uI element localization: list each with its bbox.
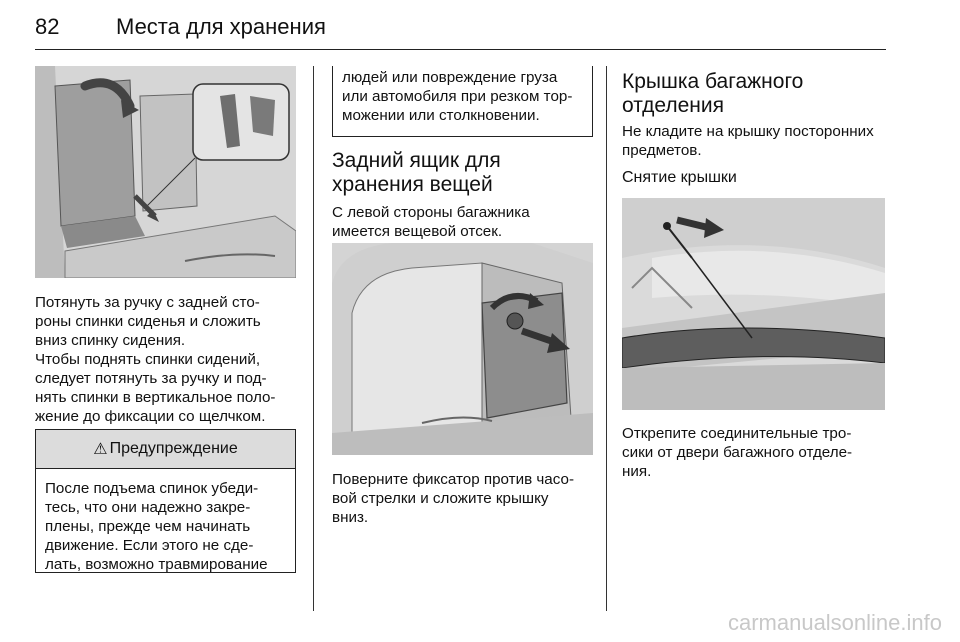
header-rule xyxy=(35,49,886,50)
rear-storage-paragraph: С левой стороны багажника имеется вещевой отсек. xyxy=(332,204,530,240)
seatback-fold-illustration xyxy=(35,66,296,278)
page-number: 82 xyxy=(35,14,60,39)
cover-removal-illustration xyxy=(622,198,885,410)
cover-removal-subheading: Снятие крышки xyxy=(622,169,737,186)
warning-continued-box xyxy=(332,66,593,137)
column-divider-left xyxy=(313,66,314,611)
warning-box xyxy=(35,429,296,573)
watermark: carmanualsonline.info xyxy=(727,610,942,635)
storage-latch-paragraph: Поверните фиксатор против часо- вой стрелки и сложите крышку вниз. xyxy=(332,471,575,526)
warning-text: После подъема спинок убеди- тесь, что они надежно закре- плены, прежде чем начинать движение. Если этого не сде- лать, возможно травмирование xyxy=(45,480,268,573)
cover-heading: Крышка багажного отделения xyxy=(622,70,804,117)
seatback-fold-paragraph: Потянуть за ручку с задней сто- роны спинки сиденья и сложить вниз спинку сидения. xyxy=(35,294,261,349)
chapter-title: Места для хранения xyxy=(116,14,326,39)
warning-title: Предупреждение xyxy=(109,440,238,457)
cover-cable-paragraph: Открепите соединительные тро- сики от двери багажного отделе- ния. xyxy=(622,425,853,480)
rear-storage-heading: Задний ящик для хранения вещей xyxy=(332,149,501,196)
storage-compartment-illustration xyxy=(332,243,593,455)
cover-warning-paragraph: Не кладите на крышку посторонних предметов. xyxy=(622,123,874,159)
warning-continued-text: людей или повреждение груза или автомобиля при резком тор- можении или столкновении. xyxy=(342,69,573,124)
warning-triangle-icon: ⚠ xyxy=(93,441,108,458)
warning-header xyxy=(36,430,295,469)
column-divider-right xyxy=(606,66,607,611)
seatback-raise-paragraph: Чтобы поднять спинки сидений, следует потянуть за ручку и под- нять спинки в вертикальное поло- жение до фиксации со щелчком. xyxy=(35,351,276,425)
